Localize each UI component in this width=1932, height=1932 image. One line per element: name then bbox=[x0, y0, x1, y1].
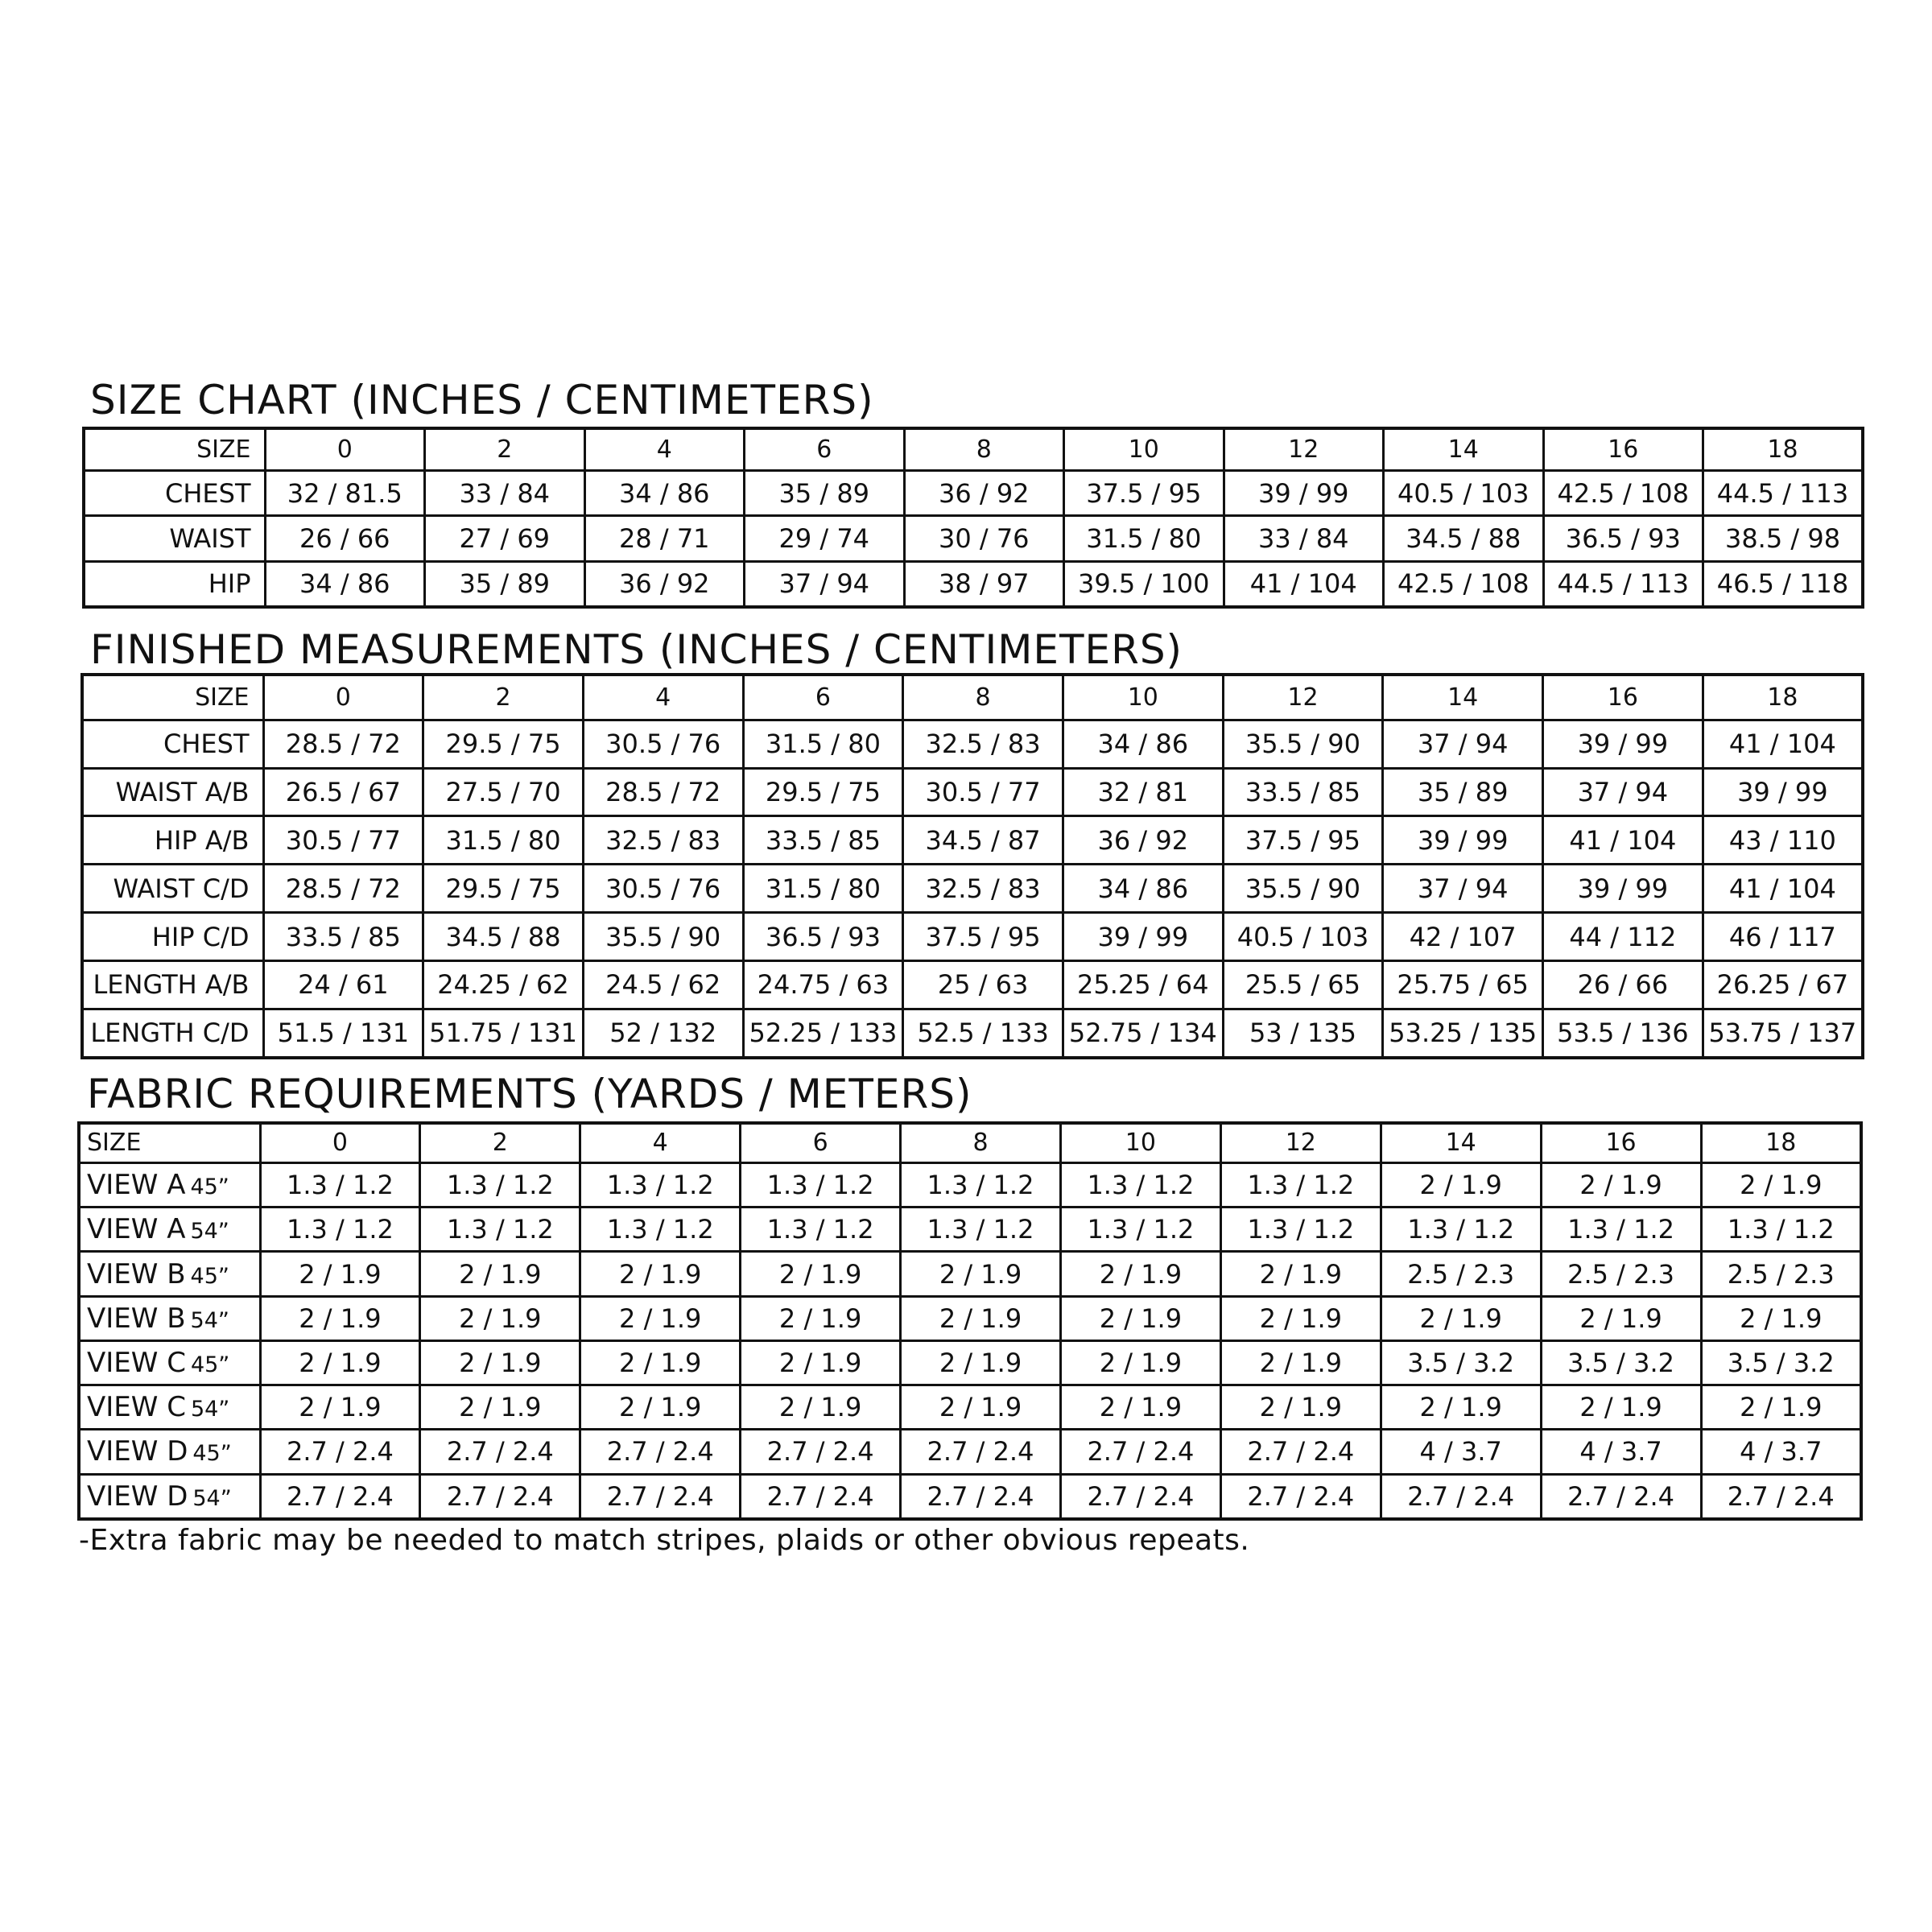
table-row bbox=[79, 1340, 1861, 1385]
table-cell: 2 / 1.9 bbox=[420, 1385, 580, 1430]
table-cell: 32.5 / 83 bbox=[903, 720, 1063, 768]
table-cell: 31.5 / 80 bbox=[423, 816, 584, 865]
row-label: WAIST A/B bbox=[82, 768, 263, 816]
table-cell: 2 / 1.9 bbox=[260, 1340, 420, 1385]
size-label: SIZE bbox=[82, 675, 263, 720]
table-cell: 46 / 117 bbox=[1703, 913, 1863, 961]
size-header: 8 bbox=[903, 675, 1063, 720]
table-cell: 30 / 76 bbox=[904, 516, 1064, 561]
view-name: VIEW C bbox=[87, 1347, 186, 1379]
row-label: HIP bbox=[84, 561, 265, 607]
table-cell: 28 / 71 bbox=[584, 516, 745, 561]
table-cell: 2 / 1.9 bbox=[580, 1340, 741, 1385]
table-cell: 2.7 / 2.4 bbox=[901, 1474, 1061, 1519]
size-header: 6 bbox=[743, 675, 903, 720]
table-cell: 53.75 / 137 bbox=[1703, 1009, 1863, 1058]
table-cell: 26 / 66 bbox=[265, 516, 425, 561]
table-cell: 2 / 1.9 bbox=[1060, 1340, 1220, 1385]
table-row bbox=[79, 1296, 1861, 1340]
view-name: VIEW B bbox=[87, 1257, 186, 1290]
size-header: 14 bbox=[1381, 1123, 1541, 1162]
table-cell: 52 / 132 bbox=[583, 1009, 743, 1058]
table-cell: 2 / 1.9 bbox=[901, 1252, 1061, 1296]
table-cell: 1.3 / 1.2 bbox=[580, 1208, 741, 1252]
table-cell: 37 / 94 bbox=[1543, 768, 1703, 816]
table-cell: 2 / 1.9 bbox=[1701, 1385, 1861, 1430]
size-header: 16 bbox=[1541, 1123, 1701, 1162]
table-cell: 2.7 / 2.4 bbox=[1060, 1474, 1220, 1519]
fabric-width: 54” bbox=[190, 1397, 230, 1422]
row-label bbox=[79, 1340, 260, 1385]
finished-measurements-title: FINISHED MEASUREMENTS (INCHES / CENTIMETERS) bbox=[90, 626, 1183, 673]
table-cell: 51.5 / 131 bbox=[263, 1009, 423, 1058]
table-cell: 2.7 / 2.4 bbox=[260, 1430, 420, 1474]
size-header: 10 bbox=[1064, 428, 1224, 471]
table-cell: 35 / 89 bbox=[745, 471, 905, 516]
table-cell: 37 / 94 bbox=[745, 561, 905, 607]
table-cell: 34 / 86 bbox=[1063, 865, 1223, 913]
table-cell: 40.5 / 103 bbox=[1223, 913, 1383, 961]
table-cell: 52.25 / 133 bbox=[743, 1009, 903, 1058]
table-cell: 40.5 / 103 bbox=[1384, 471, 1544, 516]
table-cell: 33.5 / 85 bbox=[1223, 768, 1383, 816]
table-cell: 37.5 / 95 bbox=[903, 913, 1063, 961]
table-cell: 1.3 / 1.2 bbox=[741, 1208, 901, 1252]
size-label: SIZE bbox=[79, 1123, 260, 1162]
size-header: 2 bbox=[425, 428, 585, 471]
table-cell: 3.5 / 3.2 bbox=[1701, 1340, 1861, 1385]
table-cell: 35 / 89 bbox=[425, 561, 585, 607]
table-cell: 2.7 / 2.4 bbox=[420, 1430, 580, 1474]
table-cell: 2.7 / 2.4 bbox=[1220, 1474, 1381, 1519]
fabric-width: 45” bbox=[190, 1352, 230, 1377]
table-cell: 2 / 1.9 bbox=[260, 1252, 420, 1296]
table-cell: 1.3 / 1.2 bbox=[1381, 1208, 1541, 1252]
table-cell: 36 / 92 bbox=[1063, 816, 1223, 865]
row-label: WAIST bbox=[84, 516, 265, 561]
table-cell: 37.5 / 95 bbox=[1064, 471, 1224, 516]
table-cell: 39.5 / 100 bbox=[1064, 561, 1224, 607]
table-cell: 41 / 104 bbox=[1543, 816, 1703, 865]
table-cell: 3.5 / 3.2 bbox=[1381, 1340, 1541, 1385]
header-row bbox=[84, 428, 1863, 471]
table-cell: 29.5 / 75 bbox=[423, 720, 584, 768]
table-cell: 1.3 / 1.2 bbox=[420, 1162, 580, 1207]
table-cell: 2 / 1.9 bbox=[420, 1340, 580, 1385]
table-cell: 37 / 94 bbox=[1383, 720, 1543, 768]
table-cell: 30.5 / 76 bbox=[583, 720, 743, 768]
table-cell: 2 / 1.9 bbox=[420, 1296, 580, 1340]
table-cell: 38.5 / 98 bbox=[1703, 516, 1864, 561]
finished-measurements-table bbox=[80, 673, 1864, 1059]
table-cell: 39 / 99 bbox=[1543, 865, 1703, 913]
table-row bbox=[79, 1474, 1861, 1519]
size-header: 2 bbox=[423, 675, 584, 720]
table-cell: 2 / 1.9 bbox=[901, 1340, 1061, 1385]
table-cell: 42.5 / 108 bbox=[1384, 561, 1544, 607]
table-cell: 26 / 66 bbox=[1543, 961, 1703, 1009]
table-cell: 39 / 99 bbox=[1703, 768, 1863, 816]
table-cell: 53.25 / 135 bbox=[1383, 1009, 1543, 1058]
table-cell: 2.5 / 2.3 bbox=[1381, 1252, 1541, 1296]
table-cell: 34 / 86 bbox=[584, 471, 745, 516]
table-cell: 30.5 / 77 bbox=[903, 768, 1063, 816]
table-row bbox=[79, 1430, 1861, 1474]
row-label: HIP A/B bbox=[82, 816, 263, 865]
table-cell: 34.5 / 87 bbox=[903, 816, 1063, 865]
row-label bbox=[79, 1430, 260, 1474]
table-cell: 27 / 69 bbox=[425, 516, 585, 561]
size-header: 4 bbox=[583, 675, 743, 720]
table-cell: 37.5 / 95 bbox=[1223, 816, 1383, 865]
table-cell: 2.7 / 2.4 bbox=[1381, 1474, 1541, 1519]
table-cell: 2 / 1.9 bbox=[1381, 1296, 1541, 1340]
size-header: 0 bbox=[265, 428, 425, 471]
table-cell: 2.7 / 2.4 bbox=[580, 1474, 741, 1519]
table-cell: 2 / 1.9 bbox=[1381, 1162, 1541, 1207]
row-label bbox=[79, 1162, 260, 1207]
fabric-requirements-table bbox=[77, 1121, 1863, 1521]
table-cell: 1.3 / 1.2 bbox=[580, 1162, 741, 1207]
table-cell: 33.5 / 85 bbox=[263, 913, 423, 961]
row-label: LENGTH C/D bbox=[82, 1009, 263, 1058]
fabric-requirements-title: FABRIC REQUIREMENTS (YARDS / METERS) bbox=[87, 1071, 972, 1117]
size-header: 8 bbox=[904, 428, 1064, 471]
table-cell: 2 / 1.9 bbox=[580, 1385, 741, 1430]
table-cell: 2.7 / 2.4 bbox=[1220, 1430, 1381, 1474]
table-cell: 2 / 1.9 bbox=[741, 1340, 901, 1385]
table-cell: 2 / 1.9 bbox=[1220, 1252, 1381, 1296]
table-cell: 2 / 1.9 bbox=[741, 1252, 901, 1296]
table-cell: 2 / 1.9 bbox=[1381, 1385, 1541, 1430]
table-cell: 2 / 1.9 bbox=[1541, 1385, 1701, 1430]
table-cell: 2 / 1.9 bbox=[1060, 1385, 1220, 1430]
table-cell: 52.75 / 134 bbox=[1063, 1009, 1223, 1058]
table-cell: 34 / 86 bbox=[1063, 720, 1223, 768]
table-cell: 2 / 1.9 bbox=[1220, 1385, 1381, 1430]
table-cell: 2.7 / 2.4 bbox=[420, 1474, 580, 1519]
table-cell: 1.3 / 1.2 bbox=[901, 1208, 1061, 1252]
size-header: 16 bbox=[1543, 675, 1703, 720]
table-cell: 39 / 99 bbox=[1383, 816, 1543, 865]
size-header: 6 bbox=[741, 1123, 901, 1162]
table-cell: 2 / 1.9 bbox=[1220, 1340, 1381, 1385]
table-cell: 41 / 104 bbox=[1224, 561, 1384, 607]
table-row bbox=[79, 1252, 1861, 1296]
table-cell: 2 / 1.9 bbox=[1541, 1162, 1701, 1207]
table-cell: 1.3 / 1.2 bbox=[1220, 1162, 1381, 1207]
table-cell: 39 / 99 bbox=[1543, 720, 1703, 768]
row-label bbox=[79, 1296, 260, 1340]
table-cell: 35 / 89 bbox=[1383, 768, 1543, 816]
table-cell: 25 / 63 bbox=[903, 961, 1063, 1009]
table-cell: 32.5 / 83 bbox=[903, 865, 1063, 913]
row-label: CHEST bbox=[82, 720, 263, 768]
table-cell: 32 / 81.5 bbox=[265, 471, 425, 516]
table-cell: 2.7 / 2.4 bbox=[741, 1474, 901, 1519]
table-cell: 2 / 1.9 bbox=[580, 1296, 741, 1340]
table-row bbox=[79, 1385, 1861, 1430]
size-header: 14 bbox=[1383, 675, 1543, 720]
table-row bbox=[82, 961, 1863, 1009]
table-cell: 29.5 / 75 bbox=[743, 768, 903, 816]
table-cell: 1.3 / 1.2 bbox=[260, 1162, 420, 1207]
table-cell: 25.25 / 64 bbox=[1063, 961, 1223, 1009]
table-cell: 39 / 99 bbox=[1063, 913, 1223, 961]
table-cell: 46.5 / 118 bbox=[1703, 561, 1864, 607]
table-cell: 1.3 / 1.2 bbox=[260, 1208, 420, 1252]
table-cell: 24.5 / 62 bbox=[583, 961, 743, 1009]
table-cell: 2.7 / 2.4 bbox=[1701, 1474, 1861, 1519]
table-cell: 4 / 3.7 bbox=[1381, 1430, 1541, 1474]
size-header: 18 bbox=[1703, 428, 1864, 471]
table-cell: 36 / 92 bbox=[584, 561, 745, 607]
table-cell: 2.5 / 2.3 bbox=[1701, 1252, 1861, 1296]
table-cell: 24.25 / 62 bbox=[423, 961, 584, 1009]
header-row bbox=[82, 675, 1863, 720]
table-cell: 1.3 / 1.2 bbox=[420, 1208, 580, 1252]
table-cell: 44.5 / 113 bbox=[1703, 471, 1864, 516]
view-name: VIEW D bbox=[87, 1435, 188, 1468]
table-row bbox=[82, 1009, 1863, 1058]
size-label: SIZE bbox=[84, 428, 265, 471]
table-cell: 2 / 1.9 bbox=[1060, 1296, 1220, 1340]
row-label bbox=[79, 1385, 260, 1430]
size-header: 8 bbox=[901, 1123, 1061, 1162]
size-header: 12 bbox=[1220, 1123, 1381, 1162]
table-cell: 39 / 99 bbox=[1224, 471, 1384, 516]
size-header: 0 bbox=[260, 1123, 420, 1162]
table-cell: 30.5 / 76 bbox=[583, 865, 743, 913]
table-cell: 33 / 84 bbox=[1224, 516, 1384, 561]
table-cell: 2 / 1.9 bbox=[1541, 1296, 1701, 1340]
row-label bbox=[79, 1252, 260, 1296]
view-name: VIEW C bbox=[87, 1391, 186, 1424]
view-name: VIEW A bbox=[87, 1213, 186, 1246]
table-cell: 1.3 / 1.2 bbox=[1541, 1208, 1701, 1252]
table-cell: 35.5 / 90 bbox=[1223, 865, 1383, 913]
table-cell: 2.7 / 2.4 bbox=[260, 1474, 420, 1519]
table-cell: 2.7 / 2.4 bbox=[580, 1430, 741, 1474]
table-cell: 3.5 / 3.2 bbox=[1541, 1340, 1701, 1385]
table-cell: 53 / 135 bbox=[1223, 1009, 1383, 1058]
table-cell: 44.5 / 113 bbox=[1543, 561, 1703, 607]
table-cell: 25.5 / 65 bbox=[1223, 961, 1383, 1009]
table-cell: 36.5 / 93 bbox=[743, 913, 903, 961]
size-chart-table bbox=[82, 427, 1864, 609]
table-cell: 41 / 104 bbox=[1703, 865, 1863, 913]
table-cell: 1.3 / 1.2 bbox=[1220, 1208, 1381, 1252]
size-header: 12 bbox=[1224, 428, 1384, 471]
size-header: 0 bbox=[263, 675, 423, 720]
table-cell: 53.5 / 136 bbox=[1543, 1009, 1703, 1058]
table-cell: 31.5 / 80 bbox=[743, 720, 903, 768]
table-cell: 28.5 / 72 bbox=[263, 865, 423, 913]
table-cell: 24 / 61 bbox=[263, 961, 423, 1009]
table-cell: 2.7 / 2.4 bbox=[1541, 1474, 1701, 1519]
table-cell: 28.5 / 72 bbox=[263, 720, 423, 768]
row-label: CHEST bbox=[84, 471, 265, 516]
table-row bbox=[79, 1162, 1861, 1207]
table-cell: 27.5 / 70 bbox=[423, 768, 584, 816]
table-cell: 2 / 1.9 bbox=[260, 1385, 420, 1430]
table-cell: 37 / 94 bbox=[1383, 865, 1543, 913]
fabric-note: -Extra fabric may be needed to match stripes, plaids or other obvious repeats. bbox=[79, 1524, 1250, 1557]
table-cell: 1.3 / 1.2 bbox=[1060, 1162, 1220, 1207]
table-row bbox=[84, 471, 1863, 516]
size-header: 6 bbox=[745, 428, 905, 471]
fabric-width: 54” bbox=[190, 1219, 229, 1245]
table-cell: 1.3 / 1.2 bbox=[741, 1162, 901, 1207]
table-cell: 2 / 1.9 bbox=[901, 1296, 1061, 1340]
table-cell: 25.75 / 65 bbox=[1383, 961, 1543, 1009]
table-cell: 1.3 / 1.2 bbox=[1701, 1208, 1861, 1252]
table-cell: 2 / 1.9 bbox=[741, 1296, 901, 1340]
table-cell: 4 / 3.7 bbox=[1701, 1430, 1861, 1474]
table-cell: 2 / 1.9 bbox=[741, 1385, 901, 1430]
table-cell: 33.5 / 85 bbox=[743, 816, 903, 865]
table-cell: 2.7 / 2.4 bbox=[741, 1430, 901, 1474]
row-label bbox=[79, 1474, 260, 1519]
size-header: 14 bbox=[1384, 428, 1544, 471]
size-header: 16 bbox=[1543, 428, 1703, 471]
table-cell: 29.5 / 75 bbox=[423, 865, 584, 913]
table-cell: 2.7 / 2.4 bbox=[901, 1430, 1061, 1474]
fabric-width: 54” bbox=[190, 1307, 229, 1333]
size-header: 10 bbox=[1060, 1123, 1220, 1162]
table-cell: 35.5 / 90 bbox=[1223, 720, 1383, 768]
table-cell: 34 / 86 bbox=[265, 561, 425, 607]
table-cell: 2 / 1.9 bbox=[1060, 1252, 1220, 1296]
table-cell: 1.3 / 1.2 bbox=[901, 1162, 1061, 1207]
table-cell: 41 / 104 bbox=[1703, 720, 1863, 768]
table-row bbox=[79, 1208, 1861, 1252]
view-name: VIEW D bbox=[87, 1480, 188, 1513]
size-header: 18 bbox=[1701, 1123, 1861, 1162]
size-chart-title: SIZE CHART (INCHES / CENTIMETERS) bbox=[90, 377, 874, 423]
table-cell: 31.5 / 80 bbox=[1064, 516, 1224, 561]
table-cell: 26.5 / 67 bbox=[263, 768, 423, 816]
table-row bbox=[82, 816, 1863, 865]
fabric-width: 45” bbox=[192, 1441, 232, 1467]
table-cell: 32.5 / 83 bbox=[583, 816, 743, 865]
table-cell: 2 / 1.9 bbox=[1701, 1162, 1861, 1207]
table-row bbox=[82, 865, 1863, 913]
table-cell: 4 / 3.7 bbox=[1541, 1430, 1701, 1474]
table-cell: 36.5 / 93 bbox=[1543, 516, 1703, 561]
fabric-width: 54” bbox=[192, 1485, 232, 1511]
table-cell: 29 / 74 bbox=[745, 516, 905, 561]
fabric-width: 45” bbox=[190, 1263, 229, 1289]
table-cell: 38 / 97 bbox=[904, 561, 1064, 607]
table-cell: 26.25 / 67 bbox=[1703, 961, 1863, 1009]
header-row bbox=[79, 1123, 1861, 1162]
size-header: 2 bbox=[420, 1123, 580, 1162]
table-cell: 28.5 / 72 bbox=[583, 768, 743, 816]
table-row bbox=[84, 561, 1863, 607]
table-cell: 32 / 81 bbox=[1063, 768, 1223, 816]
size-header: 10 bbox=[1063, 675, 1223, 720]
row-label: HIP C/D bbox=[82, 913, 263, 961]
table-cell: 2 / 1.9 bbox=[1220, 1296, 1381, 1340]
table-cell: 42 / 107 bbox=[1383, 913, 1543, 961]
table-cell: 1.3 / 1.2 bbox=[1060, 1208, 1220, 1252]
table-cell: 2 / 1.9 bbox=[260, 1296, 420, 1340]
table-row bbox=[84, 516, 1863, 561]
size-header: 18 bbox=[1703, 675, 1863, 720]
row-label: WAIST C/D bbox=[82, 865, 263, 913]
table-row bbox=[82, 768, 1863, 816]
table-cell: 33 / 84 bbox=[425, 471, 585, 516]
view-name: VIEW A bbox=[87, 1169, 186, 1202]
row-label bbox=[79, 1208, 260, 1252]
table-cell: 42.5 / 108 bbox=[1543, 471, 1703, 516]
table-cell: 2 / 1.9 bbox=[580, 1252, 741, 1296]
size-header: 12 bbox=[1223, 675, 1383, 720]
table-cell: 51.75 / 131 bbox=[423, 1009, 584, 1058]
table-cell: 35.5 / 90 bbox=[583, 913, 743, 961]
table-cell: 43 / 110 bbox=[1703, 816, 1863, 865]
table-cell: 2.7 / 2.4 bbox=[1060, 1430, 1220, 1474]
table-cell: 2 / 1.9 bbox=[1701, 1296, 1861, 1340]
size-header: 4 bbox=[580, 1123, 741, 1162]
table-cell: 34.5 / 88 bbox=[1384, 516, 1544, 561]
table-cell: 34.5 / 88 bbox=[423, 913, 584, 961]
row-label: LENGTH A/B bbox=[82, 961, 263, 1009]
table-cell: 36 / 92 bbox=[904, 471, 1064, 516]
table-cell: 30.5 / 77 bbox=[263, 816, 423, 865]
table-cell: 2 / 1.9 bbox=[420, 1252, 580, 1296]
view-name: VIEW B bbox=[87, 1302, 186, 1335]
table-cell: 52.5 / 133 bbox=[903, 1009, 1063, 1058]
table-cell: 31.5 / 80 bbox=[743, 865, 903, 913]
table-cell: 2 / 1.9 bbox=[901, 1385, 1061, 1430]
table-cell: 24.75 / 63 bbox=[743, 961, 903, 1009]
size-header: 4 bbox=[584, 428, 745, 471]
table-row bbox=[82, 720, 1863, 768]
table-row bbox=[82, 913, 1863, 961]
fabric-width: 45” bbox=[190, 1174, 229, 1200]
table-cell: 2.5 / 2.3 bbox=[1541, 1252, 1701, 1296]
table-cell: 44 / 112 bbox=[1543, 913, 1703, 961]
